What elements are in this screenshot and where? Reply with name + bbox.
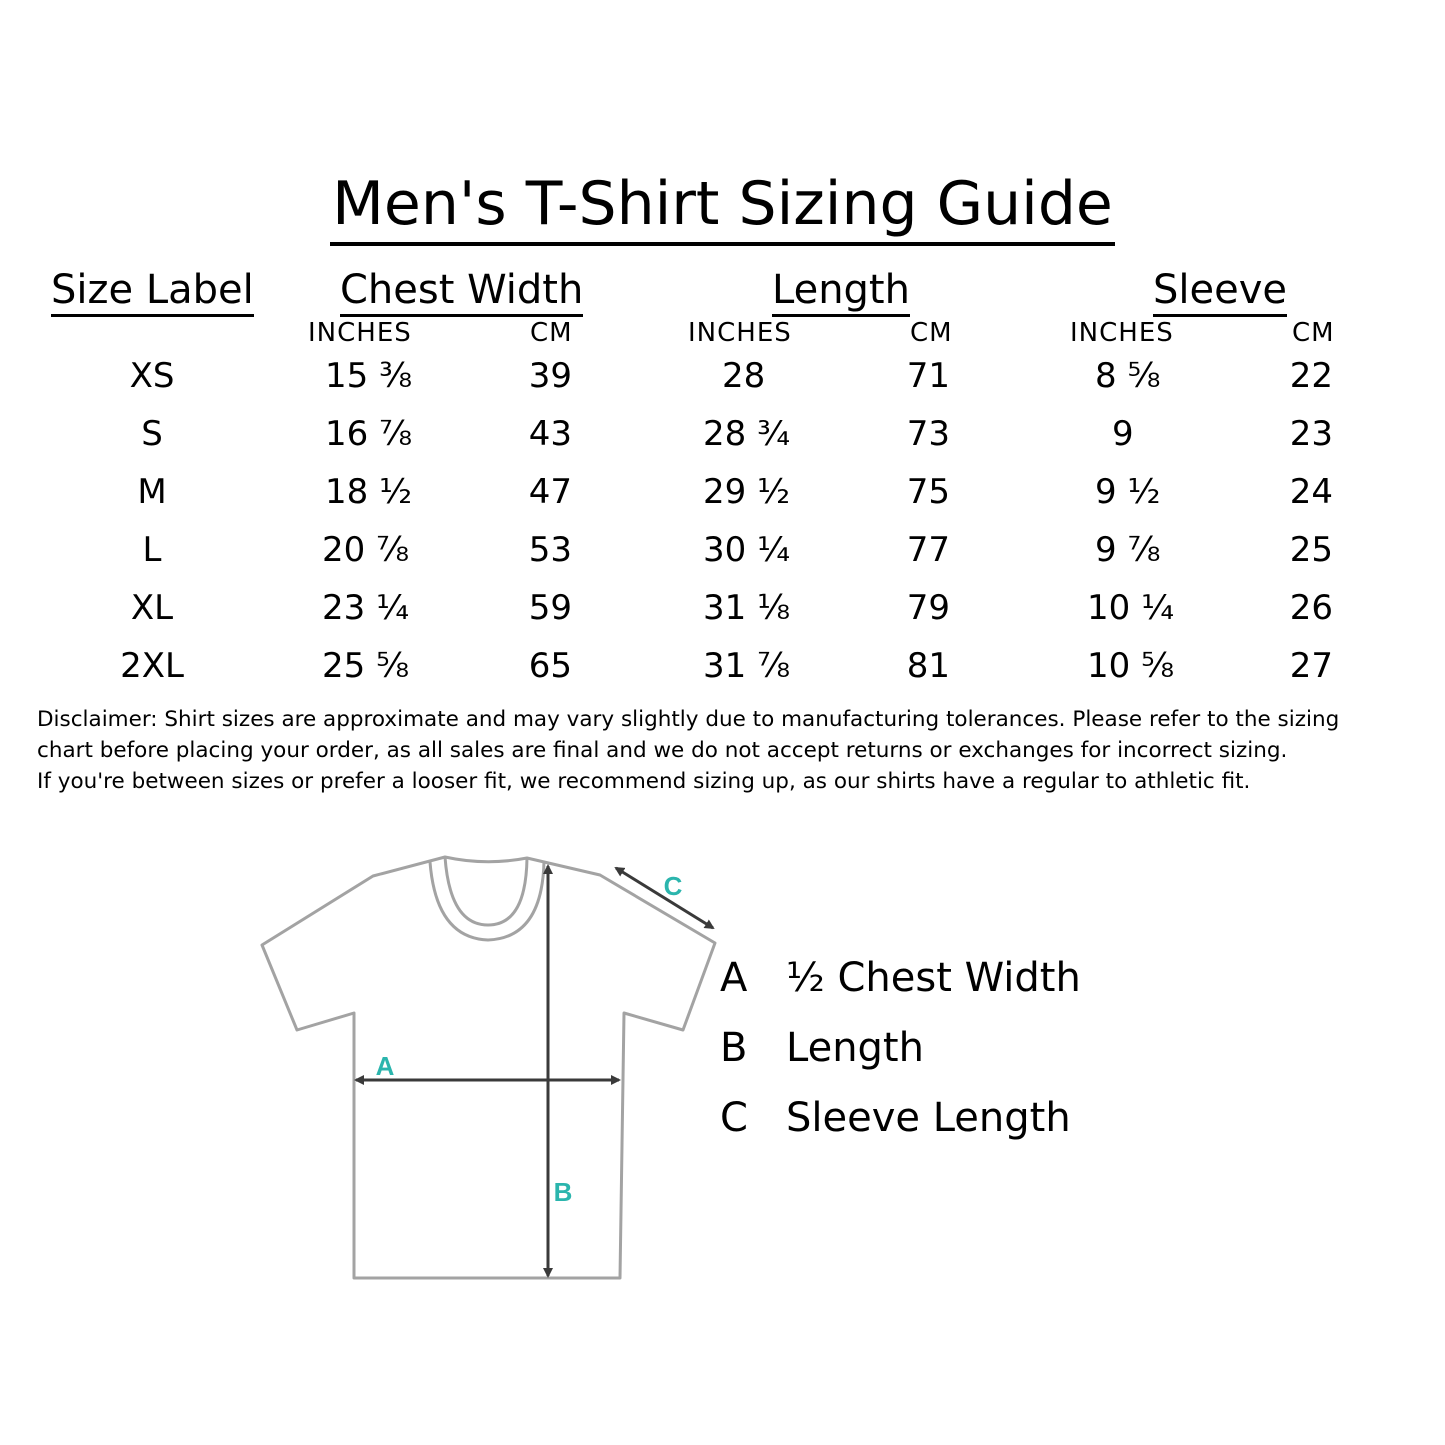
length-inches-header: INCHES — [688, 318, 792, 348]
chest-inches-cell: 20 ⅞ — [322, 530, 410, 570]
sleeve-inches-cell: 8 ⅝ — [1095, 356, 1161, 396]
chest-cm-header: CM — [530, 318, 573, 348]
sleeve-inches-header: INCHES — [1070, 318, 1174, 348]
header-chest-width: Chest Width — [340, 266, 583, 317]
chest-inches-cell: 23 ¼ — [322, 588, 410, 628]
legend-text: ½ Chest Width — [786, 955, 1081, 1001]
chest-cm-cell: 53 — [528, 530, 572, 570]
header-size-label: Size Label — [51, 266, 254, 317]
diagram-label-a: A — [375, 1051, 395, 1081]
length-cm-cell: 81 — [906, 646, 950, 686]
diagram-label-b: B — [553, 1177, 573, 1207]
legend-letter: B — [720, 1025, 748, 1071]
length-inches-cell: 31 ⅞ — [703, 646, 791, 686]
sleeve-cm-cell: 26 — [1289, 588, 1333, 628]
chest-inches-cell: 16 ⅞ — [325, 414, 413, 454]
size-cell: M — [137, 472, 167, 512]
length-cm-cell: 73 — [906, 414, 950, 454]
sleeve-inches-cell: 9 — [1112, 414, 1134, 454]
sleeve-cm-header: CM — [1292, 318, 1335, 348]
chest-cm-cell: 59 — [528, 588, 572, 628]
length-inches-cell: 31 ⅛ — [703, 588, 791, 628]
sleeve-cm-cell: 24 — [1289, 472, 1333, 512]
length-cm-cell: 79 — [906, 588, 950, 628]
sleeve-cm-cell: 27 — [1289, 646, 1333, 686]
sleeve-cm-cell: 22 — [1289, 356, 1333, 396]
size-cell: 2XL — [120, 646, 184, 686]
sleeve-cm-cell: 25 — [1289, 530, 1333, 570]
chest-cm-cell: 47 — [528, 472, 572, 512]
sleeve-inches-cell: 9 ½ — [1095, 472, 1161, 512]
title-text: Men's T-Shirt Sizing Guide — [330, 168, 1115, 246]
chest-cm-cell: 65 — [528, 646, 572, 686]
sleeve-inches-cell: 10 ⅝ — [1087, 646, 1175, 686]
legend-item-c — [720, 1094, 1071, 1142]
size-cell: S — [141, 414, 163, 454]
length-inches-cell: 30 ¼ — [703, 530, 791, 570]
legend-item-a — [720, 954, 1081, 1002]
chest-cm-cell: 39 — [528, 356, 572, 396]
length-inches-cell: 28 ¾ — [703, 414, 791, 454]
header-length: Length — [772, 266, 910, 317]
size-cell: XL — [130, 588, 174, 628]
chest-cm-cell: 43 — [528, 414, 572, 454]
tshirt-outline — [262, 857, 715, 1278]
length-inches-cell: 28 — [722, 356, 766, 396]
disclaimer-line: If you're between sizes or prefer a looser fit, we recommend sizing up, as our shirts have a regular to athletic fit. — [37, 769, 1251, 794]
size-cell: L — [142, 530, 162, 570]
size-cell: XS — [129, 356, 175, 396]
legend-text: Sleeve Length — [786, 1095, 1071, 1141]
length-cm-header: CM — [910, 318, 953, 348]
disclaimer-line: chart before placing your order, as all sales are final and we do not accept returns or exchanges for incorrect sizing. — [37, 738, 1288, 763]
diagram-label-c: C — [663, 871, 683, 901]
chest-inches-cell: 25 ⅝ — [322, 646, 410, 686]
length-cm-cell: 71 — [906, 356, 950, 396]
sleeve-inches-cell: 10 ¼ — [1087, 588, 1175, 628]
legend-item-b — [720, 1024, 924, 1072]
legend-letter: C — [720, 1095, 748, 1141]
disclaimer-line: Disclaimer: Shirt sizes are approximate and may vary slightly due to manufacturing tolerances. Please refer to the sizing — [37, 707, 1340, 732]
chest-inches-header: INCHES — [308, 318, 412, 348]
length-inches-cell: 29 ½ — [703, 472, 791, 512]
chest-inches-cell: 18 ½ — [325, 472, 413, 512]
chest-inches-cell: 15 ⅜ — [325, 356, 413, 396]
header-sleeve: Sleeve — [1153, 266, 1287, 317]
sleeve-inches-cell: 9 ⅞ — [1095, 530, 1161, 570]
length-cm-cell: 77 — [906, 530, 950, 570]
sleeve-cm-cell: 23 — [1289, 414, 1333, 454]
legend-text: Length — [786, 1025, 924, 1071]
length-cm-cell: 75 — [906, 472, 950, 512]
legend-letter: A — [720, 955, 748, 1001]
